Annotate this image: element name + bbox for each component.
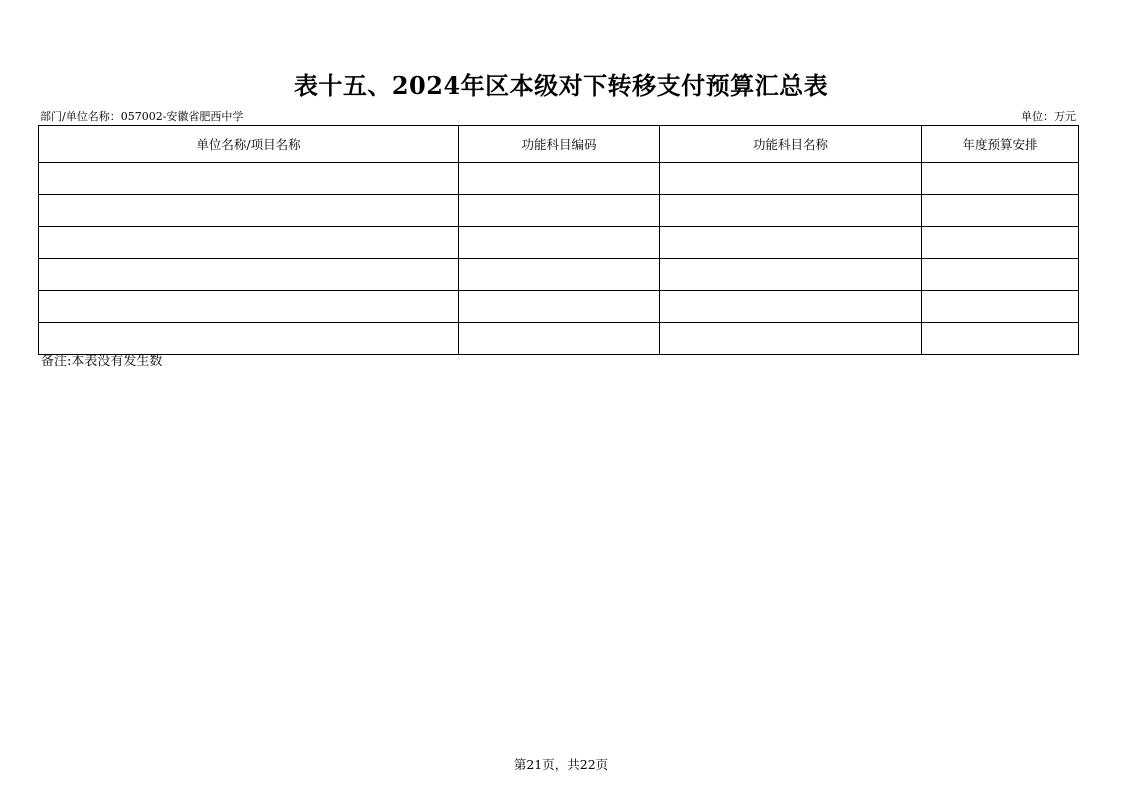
table-row — [39, 259, 1079, 291]
table-cell — [459, 291, 660, 323]
table-cell — [922, 291, 1079, 323]
table-cell — [459, 163, 660, 195]
table-cell — [922, 259, 1079, 291]
table-cell — [660, 259, 922, 291]
table-cell — [459, 259, 660, 291]
table-note: 备注:本表没有发生数 — [41, 354, 163, 369]
table-cell — [922, 195, 1079, 227]
table-cell — [660, 227, 922, 259]
table-cell — [922, 227, 1079, 259]
table-cell — [39, 227, 459, 259]
unit-label: 单位：万元 — [1021, 110, 1076, 123]
page-number-footer: 第21页，共22页 — [513, 757, 609, 772]
table-row — [39, 227, 1079, 259]
budget-table — [38, 125, 1079, 355]
table-row — [39, 291, 1079, 323]
column-header-annual-budget: 年度预算安排 — [922, 126, 1079, 163]
column-header-function-name: 功能科目名称 — [660, 126, 922, 163]
document-title: 表十五、2024年区本级对下转移支付预算汇总表 — [293, 71, 829, 100]
column-header-function-code: 功能科目编码 — [459, 126, 660, 163]
table-cell — [660, 291, 922, 323]
table-cell — [39, 259, 459, 291]
table-cell — [660, 163, 922, 195]
table-row — [39, 195, 1079, 227]
table-header-row — [39, 126, 1079, 163]
table-cell — [922, 323, 1079, 355]
table-cell — [459, 195, 660, 227]
table-cell — [660, 323, 922, 355]
department-label: 部门/单位名称：057002-安徽省肥西中学 — [40, 110, 244, 123]
table-cell — [39, 291, 459, 323]
table-cell — [39, 163, 459, 195]
table-row — [39, 163, 1079, 195]
table-cell — [459, 323, 660, 355]
table-row — [39, 323, 1079, 355]
table-cell — [39, 323, 459, 355]
table-cell — [660, 195, 922, 227]
table-cell — [922, 163, 1079, 195]
column-header-unit-project-name: 单位名称/项目名称 — [39, 126, 459, 163]
table-cell — [459, 227, 660, 259]
table-cell — [39, 195, 459, 227]
